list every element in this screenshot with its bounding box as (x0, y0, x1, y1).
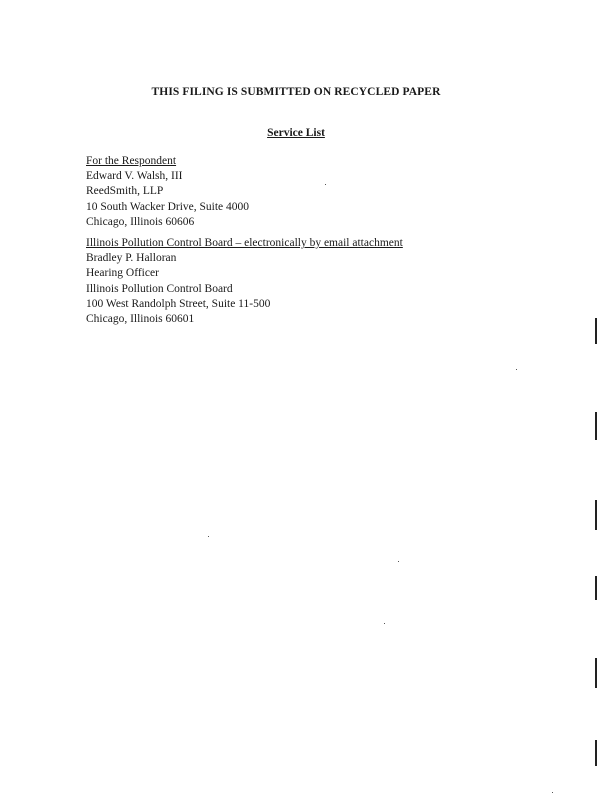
board-contact-block (86, 236, 403, 327)
recycled-paper-notice: THIS FILING IS SUBMITTED ON RECYCLED PAPER (151, 86, 441, 98)
scan-speck (398, 561, 399, 562)
board-organization: Illinois Pollution Control Board (86, 282, 233, 295)
board-title: Hearing Officer (86, 267, 159, 280)
scan-mark (595, 658, 597, 688)
scan-mark (595, 576, 597, 600)
respondent-heading: For the Respondent (86, 155, 177, 167)
respondent-street: 10 South Wacker Drive, Suite 4000 (86, 200, 250, 213)
board-name: Bradley P. Halloran (86, 252, 177, 265)
scan-mark (595, 412, 597, 440)
respondent-contact-block (86, 154, 249, 230)
scan-speck (384, 623, 385, 624)
scan-mark (595, 740, 597, 766)
board-city: Chicago, Illinois 60601 (86, 313, 195, 326)
scan-speck (552, 792, 553, 793)
service-list-title: Service List (267, 127, 325, 139)
respondent-firm: ReedSmith, LLP (86, 185, 164, 198)
respondent-name: Edward V. Walsh, III (86, 170, 183, 183)
scan-mark (595, 318, 597, 344)
scan-mark (595, 500, 597, 530)
scan-speck (516, 369, 517, 370)
board-street: 100 West Randolph Street, Suite 11-500 (86, 297, 271, 310)
board-heading: Illinois Pollution Control Board – electronically by email attachment (86, 237, 403, 249)
scan-speck (325, 184, 326, 185)
respondent-city: Chicago, Illinois 60606 (86, 215, 195, 228)
scan-speck (208, 536, 209, 537)
